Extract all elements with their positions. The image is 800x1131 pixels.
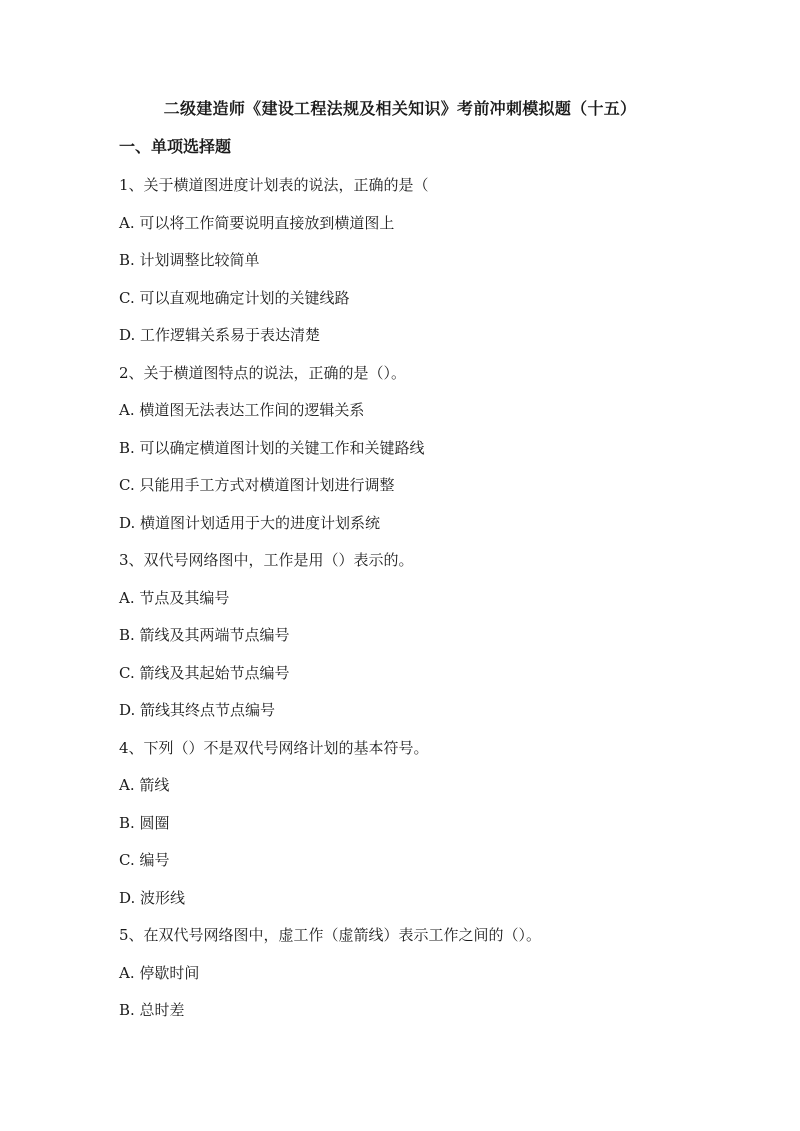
question-3-stem: 3、双代号网络图中，工作是用（）表示的。 (119, 551, 414, 569)
question-2-option-c: C. 只能用手工方式对横道图计划进行调整 (119, 476, 395, 494)
question-5-option-b: B. 总时差 (119, 1001, 185, 1019)
question-3-option-b: B. 箭线及其两端节点编号 (119, 626, 290, 644)
question-1-option-d: D. 工作逻辑关系易于表达清楚 (119, 326, 321, 344)
question-4-option-c: C. 编号 (119, 851, 170, 869)
question-2-option-d: D. 横道图计划适用于大的进度计划系统 (119, 513, 381, 532)
question-1-stem: 1、关于横道图进度计划表的说法，正确的是（ (119, 176, 429, 194)
question-1-option-c: C. 可以直观地确定计划的关键线路 (119, 288, 350, 307)
question-2-option-a: A. 横道图无法表达工作间的逻辑关系 (119, 401, 365, 419)
question-4-option-d: D. 波形线 (119, 888, 186, 907)
question-2-option-b: B. 可以确定横道图计划的关键工作和关键路线 (119, 438, 425, 457)
question-4-stem: 4、下列（）不是双代号网络计划的基本符号。 (119, 738, 429, 757)
question-list (119, 174, 719, 1037)
section-heading: 一、单项选择题 (119, 137, 232, 156)
page-title: 二级建造师《建设工程法规及相关知识》考前冲刺模拟题（十五） (163, 99, 637, 118)
question-4-option-a: A. 箭线 (119, 776, 170, 794)
question-2-stem: 2、关于横道图特点的说法，正确的是（）。 (119, 363, 407, 382)
question-4-option-b: B. 圆圈 (119, 813, 170, 832)
question-3-option-d: D. 箭线其终点节点编号 (119, 701, 276, 719)
question-5-option-a: A. 停歇时间 (119, 963, 200, 982)
question-3-option-c: C. 箭线及其起始节点编号 (119, 663, 290, 682)
question-5-stem: 5、在双代号网络图中，虚工作（虚箭线）表示工作之间的（）。 (119, 926, 542, 944)
question-3-option-a: A. 节点及其编号 (119, 588, 230, 607)
question-1-option-b: B. 计划调整比较简单 (119, 251, 260, 269)
question-1-option-a: A. 可以将工作简要说明直接放到横道图上 (119, 213, 395, 232)
